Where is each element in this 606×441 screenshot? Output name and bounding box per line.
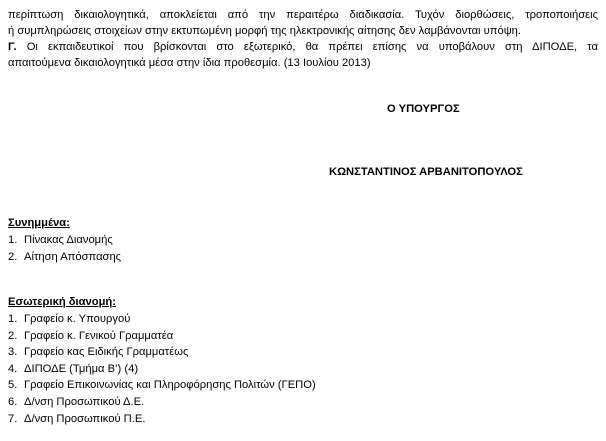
body-line-1: περίπτωση δικαιολογητικά, αποκλείεται από την περαιτέρω διαδικασία. Τυχόν διορθώσεις, τροποποιήσεις: [8, 9, 598, 21]
list-item-number: 5.: [8, 379, 18, 392]
list-item: [8, 411, 316, 428]
list-item-number: 6.: [8, 395, 18, 408]
list-item-number: 7.: [8, 412, 18, 425]
list-item-text: Πίνακας Διανομής: [24, 234, 113, 246]
list-item-text: Γραφείο κας Ειδικής Γραμματέως: [24, 346, 189, 359]
body-paragraph: [8, 7, 598, 71]
clause-g-text: Οι εκπαιδευτικοί που βρίσκονται στο εξωτερικό, θα πρέπει επίσης να υποβάλουν στη ΔΙΠΟΔΕ, τα: [16, 41, 598, 53]
list-item-text: Δ/νση Προσωπικού Δ.Ε.: [24, 395, 145, 408]
attachments-title: Συνημμένα:: [8, 217, 70, 229]
attachments-list: [8, 232, 121, 265]
list-item-number: 1.: [8, 313, 18, 325]
distribution-list: [8, 311, 316, 427]
list-item: [8, 328, 316, 345]
list-item-text: Γραφείο Επικοινωνίας και Πληροφόρησης Πολιτών (ΓΕΠΟ): [24, 379, 316, 392]
list-item: [8, 311, 316, 328]
list-item: [8, 361, 316, 378]
list-item-text: Δ/νση Προσωπικού Π.Ε.: [24, 412, 146, 425]
clause-g-line-1: [8, 39, 598, 55]
list-item-number: 2.: [8, 329, 18, 342]
list-item-number: 1.: [8, 234, 18, 246]
list-item-number: 2.: [8, 250, 18, 263]
list-item: [8, 249, 121, 266]
list-item-text: Γραφείο κ. Υπουργού: [24, 313, 131, 325]
list-item-number: 3.: [8, 346, 18, 359]
list-item: [8, 344, 316, 361]
list-item-text: Γραφείο κ. Γενικού Γραμματέα: [24, 329, 174, 342]
distribution-title: Εσωτερική διανομή:: [8, 296, 116, 308]
signature-name: ΚΩΝΣΤΑΝΤΙΝΟΣ ΑΡΒΑΝΙΤΟΠΟΥΛΟΣ: [329, 166, 523, 178]
clause-g-line-2: απαιτούμενα δικαιολογητικά μέσα στην ίδια προθεσμία. (13 Ιουλίου 2013): [8, 57, 371, 69]
list-item-text: Αίτηση Απόσπασης: [24, 250, 122, 263]
list-item: [8, 232, 121, 249]
body-line-2: ή συμπληρώσεις στοιχείων στην εκτυπωμένη μορφή της ηλεκτρονικής αίτησης δεν λαμβάνονται υπόψη.: [8, 25, 522, 37]
clause-g-label: Γ.: [8, 41, 17, 53]
list-item: [8, 377, 316, 394]
list-item-number: 4.: [8, 362, 18, 375]
list-item: [8, 394, 316, 411]
list-item-text: ΔΙΠΟΔΕ (Τμήμα Β’) (4): [24, 362, 139, 375]
signature-role: Ο ΥΠΟΥΡΓΟΣ: [387, 103, 460, 115]
